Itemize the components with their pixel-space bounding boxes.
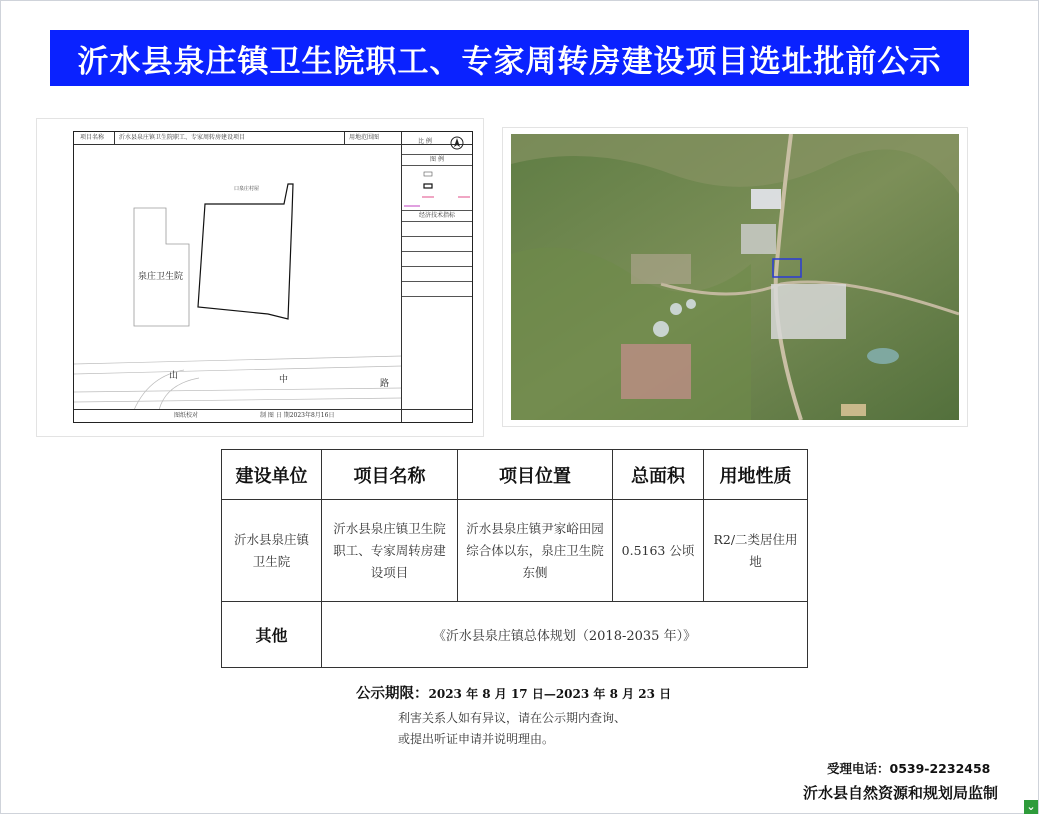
total-area-cell: 0.5163 公顷 [613,500,704,602]
project-info-table [221,449,808,668]
satellite-image [511,134,959,420]
header-value: 沂水县泉庄镇卫生院职工、专家周转房建设项目 [114,132,245,144]
table-header-row [222,450,808,500]
satellite-panel [503,128,967,426]
site-plan-footer [74,409,472,422]
indicator-row [402,252,472,267]
table-row [222,500,808,602]
site-plan-sheet [73,131,473,423]
project-parcel [198,184,293,319]
road-char: 中 [279,375,289,385]
north-arrow-icon [450,136,464,150]
notice-line: 或提出听证申请并说明理由。 [398,732,555,746]
contact-phone: 受理电话：0539-2232458 [827,761,991,776]
table-header: 用地性质 [704,450,808,500]
road-curve [159,378,199,410]
indicators-title: 经济技术指标 [402,211,472,222]
road-line [74,398,402,402]
legend-title: 图 例 [402,155,472,166]
land-use-cell: R2/二类居住用地 [704,500,808,602]
footer-date: 制 图 日 期2023年8月16日 [260,412,335,419]
indicator-row [402,267,472,282]
road-line [74,366,402,374]
scale-label: 比 例 [418,138,432,145]
scale-cell [402,132,472,155]
chevron-down-icon[interactable]: ⌄ [1024,800,1038,814]
period-value: 2023 年 8 月 17 日—2023 年 8 月 23 日 [428,687,672,701]
road-char: 山 [169,371,179,381]
legend-symbols [402,166,472,210]
project-location-cell: 沂水县泉庄镇尹家峪田园综合体以东，泉庄卫生院东侧 [458,500,613,602]
supervisor-label: 沂水县自然资源和规划局监制 [803,784,999,802]
legend-column [401,132,472,422]
header-label: 项目名称 [80,134,105,141]
indicator-row [402,222,472,237]
table-header: 总面积 [613,450,704,500]
project-name-cell: 沂水县泉庄镇卫生院职工、专家周转房建设项目 [322,500,458,602]
parcel-label: 口泉庄村屋 [234,186,260,192]
site-plan-panel [37,119,483,436]
footer-left: 图纸校对 [174,412,199,419]
other-value: 《沂水县泉庄镇总体规划（2018-2035 年）》 [322,602,808,668]
road-char: 路 [380,379,390,389]
indicator-note [402,297,472,307]
indicator-row [402,282,472,297]
header-right: 用地范围图 [344,132,379,144]
table-other-row [222,602,808,668]
period-label: 公示期限： [356,686,429,702]
hospital-label: 泉庄卫生院 [138,272,184,282]
legend-items [402,166,472,211]
page-title: 沂水县泉庄镇卫生院职工、专家周转房建设项目选址批前公示 [50,30,969,86]
hospital-outline [134,208,189,326]
road-line [74,356,402,364]
publicity-period [356,682,671,703]
indicator-row [402,237,472,252]
objection-notice [398,708,626,750]
site-plan-drawing [74,144,402,410]
road-line [74,388,402,392]
table-header: 建设单位 [222,450,322,500]
table-header: 项目名称 [322,450,458,500]
table-header: 项目位置 [458,450,613,500]
other-label: 其他 [222,602,322,668]
notice-line: 利害关系人如有异议，请在公示期内查询、 [398,711,627,725]
construction-unit-cell: 沂水县泉庄镇卫生院 [222,500,322,602]
